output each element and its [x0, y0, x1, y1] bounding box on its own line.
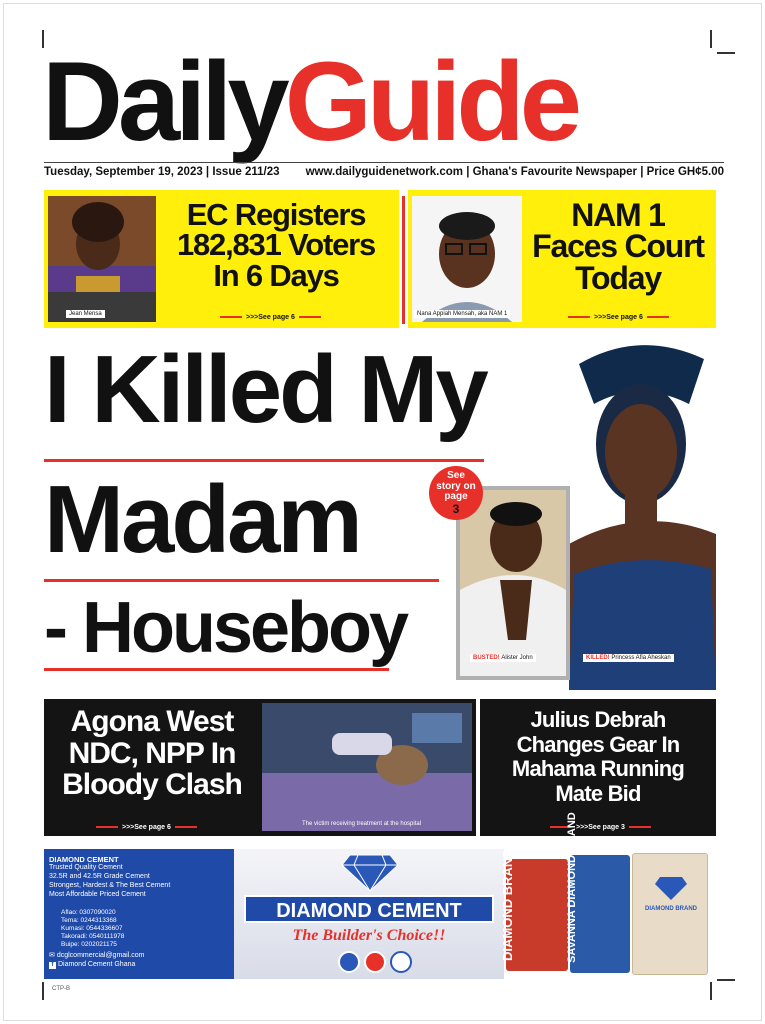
crop-mark: [42, 982, 44, 1000]
headline-rule: [44, 459, 484, 462]
cement-bag-diamond: [500, 848, 568, 971]
killed-name: Princess Afia Aheskan: [611, 655, 671, 661]
bag-label: DIAMOND BRAND: [500, 848, 515, 961]
busted-caption: [470, 654, 536, 662]
hospital-photo-caption: The victim receiving treatment at the hospital: [302, 821, 422, 827]
certification-icon: [338, 951, 360, 973]
ec-headline-line: EC Registers: [186, 197, 366, 232]
bag-label: SAVANNA DIAMOND BRAND: [566, 812, 578, 963]
ad-contact: Tema: 0244313368: [61, 917, 117, 925]
cement-bag-white: [632, 853, 708, 975]
julius-headline-line: Mate Bid: [555, 780, 641, 806]
lead-headline-line1[interactable]: I Killed My: [44, 336, 486, 443]
crop-mark: [710, 982, 712, 1000]
badge-line: page: [444, 491, 468, 502]
agona-headline-line: Bloody Clash: [62, 768, 242, 801]
nam1-photo-caption: Nana Appiah Mensah, aka NAM 1: [414, 310, 510, 318]
nam-headline: [524, 197, 712, 296]
bag-label: DIAMOND BRAND: [645, 906, 697, 912]
nam-headline-line: NAM 1: [571, 197, 665, 233]
julius-headline-line: Changes Gear In: [516, 731, 680, 757]
julius-headline: [480, 708, 716, 807]
ad-slogan: The Builder's Choice!!: [292, 927, 446, 944]
ad-contact: Buipe: 0202021175: [61, 940, 117, 948]
footer-code: CTP-B: [52, 986, 70, 992]
crop-mark: [717, 979, 735, 981]
badge-line: See: [447, 470, 465, 481]
killed-caption: [583, 654, 674, 662]
issue-date: Tuesday, September 19, 2023 | Issue 211/23: [44, 166, 280, 178]
ad-contact: Aflao: 0307090020: [61, 909, 116, 917]
ec-headline-line: 182,831 Voters: [176, 227, 376, 263]
princess-afia-photo: [569, 334, 716, 690]
busted-tag: BUSTED!: [473, 655, 500, 661]
headline-rule: [44, 668, 389, 671]
ec-headline-line: In 6 Days: [213, 257, 339, 293]
alister-john-photo: [456, 486, 570, 680]
agona-see-page[interactable]: >>>See page 6: [92, 824, 201, 831]
julius-headline-line: Julius Debrah: [530, 707, 666, 732]
ad-company: DIAMOND CEMENT: [49, 855, 119, 864]
busted-name: Alister John: [501, 655, 533, 661]
ad-tagline-line: Trusted Quality Cement: [49, 864, 123, 872]
masthead-daily: Daily: [42, 39, 285, 164]
website-price: www.dailyguidenetwork.com | Ghana's Favourite Newspaper | Price GH¢5.00: [305, 166, 724, 178]
ad-contact: Kumasi: 0544336607: [61, 924, 123, 932]
ec-see-page[interactable]: >>>See page 6: [216, 314, 325, 321]
agona-headline-line: Agona West: [70, 705, 234, 738]
ec-photo-caption: Jean Mensa: [66, 310, 105, 318]
ad-info-panel: [44, 849, 234, 979]
bag-diamond-icon: [655, 876, 687, 905]
lead-headline-line2[interactable]: Madam: [44, 466, 360, 573]
badge-line: 3: [452, 501, 460, 516]
agona-headline: [44, 706, 260, 801]
dateline: [44, 162, 724, 184]
see-story-badge[interactable]: [429, 466, 483, 520]
julius-headline-line: Mahama Running: [511, 756, 685, 782]
ad-tagline-line: Strongest, Hardest & The Best Cement: [49, 881, 171, 889]
ad-center: [234, 849, 504, 979]
agona-headline-line: NDC, NPP In: [68, 736, 236, 770]
headline-rule: [44, 579, 439, 582]
badge-line: story on: [436, 480, 476, 492]
email-icon: ✉: [49, 952, 55, 960]
lead-headline-line3[interactable]: - Houseboy: [44, 588, 407, 668]
diamond-logo-icon: [342, 853, 398, 896]
masthead-guide: Guide: [284, 39, 578, 164]
newspaper-page: [3, 3, 762, 1021]
ad-tagline-line: 32.5R and 42.5R Grade Cement: [49, 873, 150, 881]
nam-headline-line: Faces Court: [532, 228, 704, 265]
certification-icon: [390, 951, 412, 973]
hospital-photo: [262, 703, 472, 831]
julius-see-page[interactable]: >>>See page 3: [546, 824, 655, 831]
masthead: [42, 39, 732, 164]
ad-email: dcglcommercial@gmail.com: [56, 952, 145, 960]
certification-icon: [364, 951, 386, 973]
ad-contact: Takoradi: 0540111978: [61, 932, 125, 940]
ad-banner: DIAMOND CEMENT: [244, 895, 494, 923]
nam1-photo: [412, 196, 522, 322]
killed-tag: KILLED!: [586, 655, 610, 661]
nam-see-page[interactable]: >>>See page 6: [564, 314, 673, 321]
ec-headline: [158, 197, 394, 293]
nam-headline-line: Today: [575, 259, 661, 296]
facebook-icon: f: [49, 962, 56, 969]
column-divider: [402, 196, 405, 324]
ad-tagline-line: Most Affordable Priced Cement: [49, 890, 146, 898]
jean-mensa-photo: [48, 196, 156, 322]
ad-facebook: Diamond Cement Ghana: [57, 961, 136, 969]
